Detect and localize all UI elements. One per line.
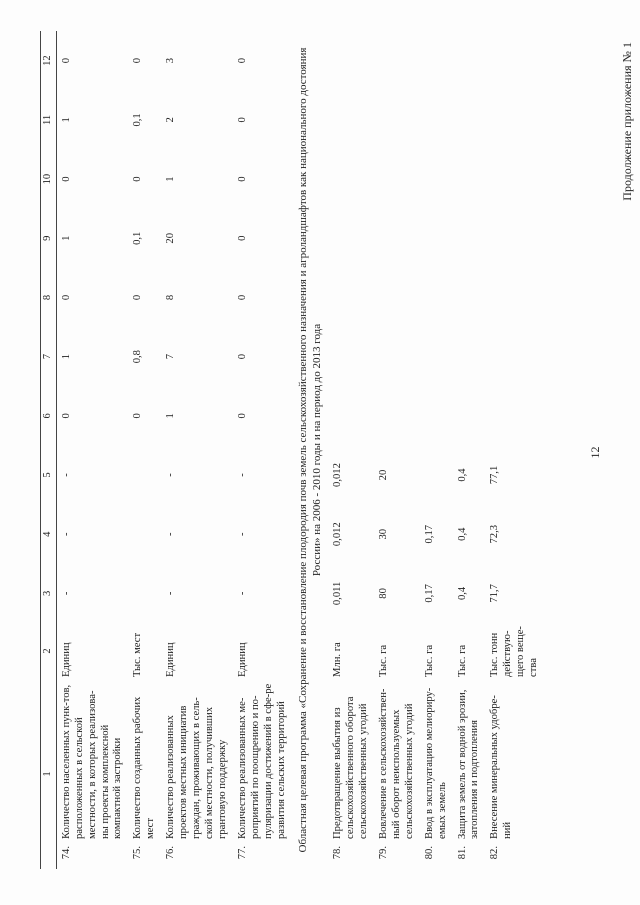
column-header: 9 (41, 209, 57, 268)
value-cell (374, 90, 420, 149)
value-cell: 0 (132, 294, 144, 301)
row-number: 80. (423, 846, 435, 860)
value-cell (485, 90, 544, 149)
value-cell (328, 386, 374, 445)
row-number: 77. (236, 846, 248, 860)
value-cell (374, 31, 420, 90)
unit-cell: Тыс. га (456, 644, 468, 677)
unit-cell: Единиц (236, 642, 248, 677)
value-cell: 71,7 (489, 584, 501, 603)
value-cell (485, 31, 544, 90)
row-number: 74. (60, 846, 72, 860)
value-cell: 0 (236, 58, 248, 64)
value-cell: 0,4 (456, 527, 468, 541)
value-cell (420, 90, 453, 149)
value-cell: - (60, 591, 72, 596)
value-cell: 3 (165, 58, 177, 64)
unit-cell: Тыс. мест (132, 632, 144, 677)
unit-cell: Тыс. га (423, 644, 435, 677)
value-cell: 0 (132, 413, 144, 419)
value-cell: 0 (236, 354, 248, 360)
value-cell (485, 268, 544, 327)
value-cell (374, 149, 420, 208)
column-header: 8 (41, 268, 57, 327)
row-number: 76. (165, 846, 177, 860)
value-cell: 0,4 (456, 586, 468, 601)
value-cell: 0 (60, 294, 72, 301)
page-number: 12 (588, 446, 602, 459)
value-cell: 0,4 (456, 468, 468, 482)
column-header: 4 (41, 505, 57, 564)
value-cell: 80 (377, 588, 389, 599)
value-cell: 20 (377, 469, 389, 481)
row-number: 75. (132, 846, 144, 860)
value-cell: 0,1 (132, 231, 144, 245)
value-cell (420, 386, 453, 445)
indicator-name: Количество населенных пунк-тов, расположенных в сельской местности, в которых реализова-ны проекты комплексной компактной застройки (60, 684, 124, 839)
value-cell (328, 209, 374, 268)
value-cell (128, 564, 161, 623)
value-cell: 2 (165, 117, 177, 123)
value-cell (374, 268, 420, 327)
unit-cell: Единиц (165, 642, 177, 677)
value-cell (374, 327, 420, 386)
value-cell: 77,1 (489, 465, 501, 485)
table-row (328, 31, 374, 869)
column-header: 2 (41, 623, 57, 679)
value-cell (453, 209, 486, 268)
value-cell: 72,3 (489, 524, 501, 544)
table-row (56, 31, 128, 869)
value-cell: - (236, 532, 248, 536)
value-cell (420, 31, 453, 90)
column-header: 1 (41, 679, 57, 869)
value-cell: 7 (165, 354, 177, 360)
value-cell (453, 149, 486, 208)
value-cell: - (165, 591, 177, 596)
unit-cell: Млн. га (332, 642, 344, 677)
value-cell (328, 327, 374, 386)
value-cell: 0 (236, 176, 248, 182)
column-header: 7 (41, 327, 57, 386)
value-cell (453, 268, 486, 327)
unit-cell: Тыс. тонн действую-щего веще-ства (489, 626, 540, 677)
value-cell (374, 386, 420, 445)
value-cell: 0,17 (423, 584, 435, 603)
value-cell (128, 445, 161, 504)
value-cell: - (165, 532, 177, 536)
value-cell (420, 209, 453, 268)
table-body-lower (328, 31, 544, 869)
value-cell (420, 268, 453, 327)
indicator-name: Внесение минеральных удобре-ний (489, 695, 514, 839)
value-cell: 1 (165, 176, 177, 182)
value-cell (328, 268, 374, 327)
table-row (374, 31, 420, 869)
value-cell: - (236, 473, 248, 477)
value-cell (328, 31, 374, 90)
value-cell: 0 (60, 413, 72, 419)
indicator-name: Предотвращение выбытия из сельскохозяйственного оборота сельскохозяйственных угодий (332, 696, 369, 839)
table-header-row (41, 31, 57, 869)
value-cell: - (60, 532, 72, 536)
value-cell: 0,17 (423, 524, 435, 544)
column-header: 5 (41, 445, 57, 504)
value-cell: 0,1 (132, 113, 144, 127)
table-row (453, 31, 486, 869)
value-cell: 1 (60, 354, 72, 360)
value-cell (453, 90, 486, 149)
value-cell (453, 386, 486, 445)
indicator-name: Количество реализованных ме-роприятий по поощрению и по-пуляризации достижений в сфе-ре развития сельских территорий (236, 683, 287, 839)
row-number: 82. (489, 846, 501, 860)
value-cell: 0 (236, 413, 248, 419)
value-cell: - (60, 473, 72, 477)
row-number: 81. (456, 846, 468, 860)
value-cell: 0 (60, 176, 72, 182)
value-cell: 0,012 (332, 463, 344, 487)
value-cell (374, 209, 420, 268)
indicator-name: Защита земель от водной эрозии, затопления и подтопления (456, 689, 481, 839)
column-header: 11 (41, 90, 57, 149)
row-number: 79. (377, 846, 389, 860)
value-cell: 0 (132, 176, 144, 182)
indicator-name: Вовлечение в сельскохозяйствен-ный оборот неиспользуемых сельскохозяйственных угодий (377, 688, 415, 839)
column-header: 3 (41, 564, 57, 623)
value-cell: 0 (236, 117, 248, 123)
unit-cell: Тыс. га (377, 644, 389, 677)
table-row (420, 31, 453, 869)
value-cell: 20 (165, 232, 177, 244)
value-cell: 8 (165, 294, 177, 301)
value-cell (420, 445, 453, 504)
value-cell (328, 149, 374, 208)
value-cell (420, 149, 453, 208)
unit-cell: Единиц (60, 642, 72, 677)
value-cell: 0 (236, 294, 248, 301)
column-header: 12 (41, 31, 57, 90)
value-cell (485, 149, 544, 208)
indicator-name: Ввод в эксплуатацию мелиориру-емых земель (423, 687, 448, 839)
value-cell (453, 31, 486, 90)
value-cell: 1 (60, 235, 72, 241)
table-row (161, 31, 233, 869)
indicator-name: Количество реализованных проектов местных инициатив граждан, проживающих в сель-ской местности, получивших грантовую поддержку (165, 697, 228, 839)
value-cell (485, 327, 544, 386)
value-cell: 0,8 (132, 350, 144, 364)
row-number: 78. (332, 846, 344, 860)
value-cell: 0,011 (332, 581, 344, 606)
value-cell: 0 (236, 235, 248, 241)
value-cell (485, 386, 544, 445)
table-row (485, 31, 544, 869)
value-cell: 0 (132, 58, 144, 64)
table-row (128, 31, 161, 869)
value-cell (128, 505, 161, 564)
value-cell: - (165, 473, 177, 477)
value-cell: 0,012 (332, 522, 344, 547)
section-title: Областная целевая программа «Сохранение и восстановление плодородия почв земель сельскохозяйственного назначения и агроландшафтов как национального достояния России» на 2006 - 2010 годы и на период до 2013 года (296, 47, 323, 853)
column-header: 10 (41, 149, 57, 208)
value-cell: 0 (60, 58, 72, 64)
indicators-table (40, 31, 544, 869)
table-body-upper (56, 31, 291, 869)
table-row (233, 31, 292, 869)
value-cell (420, 327, 453, 386)
value-cell (328, 90, 374, 149)
value-cell: 1 (60, 117, 72, 123)
value-cell (453, 327, 486, 386)
column-header: 6 (41, 386, 57, 445)
section-row (292, 31, 329, 869)
indicator-name: Количество созданных рабочих мест (132, 696, 157, 839)
value-cell: 30 (377, 528, 389, 540)
value-cell: 1 (165, 413, 177, 419)
continuation-note: Продолжение приложения № 1 (620, 42, 634, 201)
value-cell: - (236, 591, 248, 596)
value-cell (485, 209, 544, 268)
